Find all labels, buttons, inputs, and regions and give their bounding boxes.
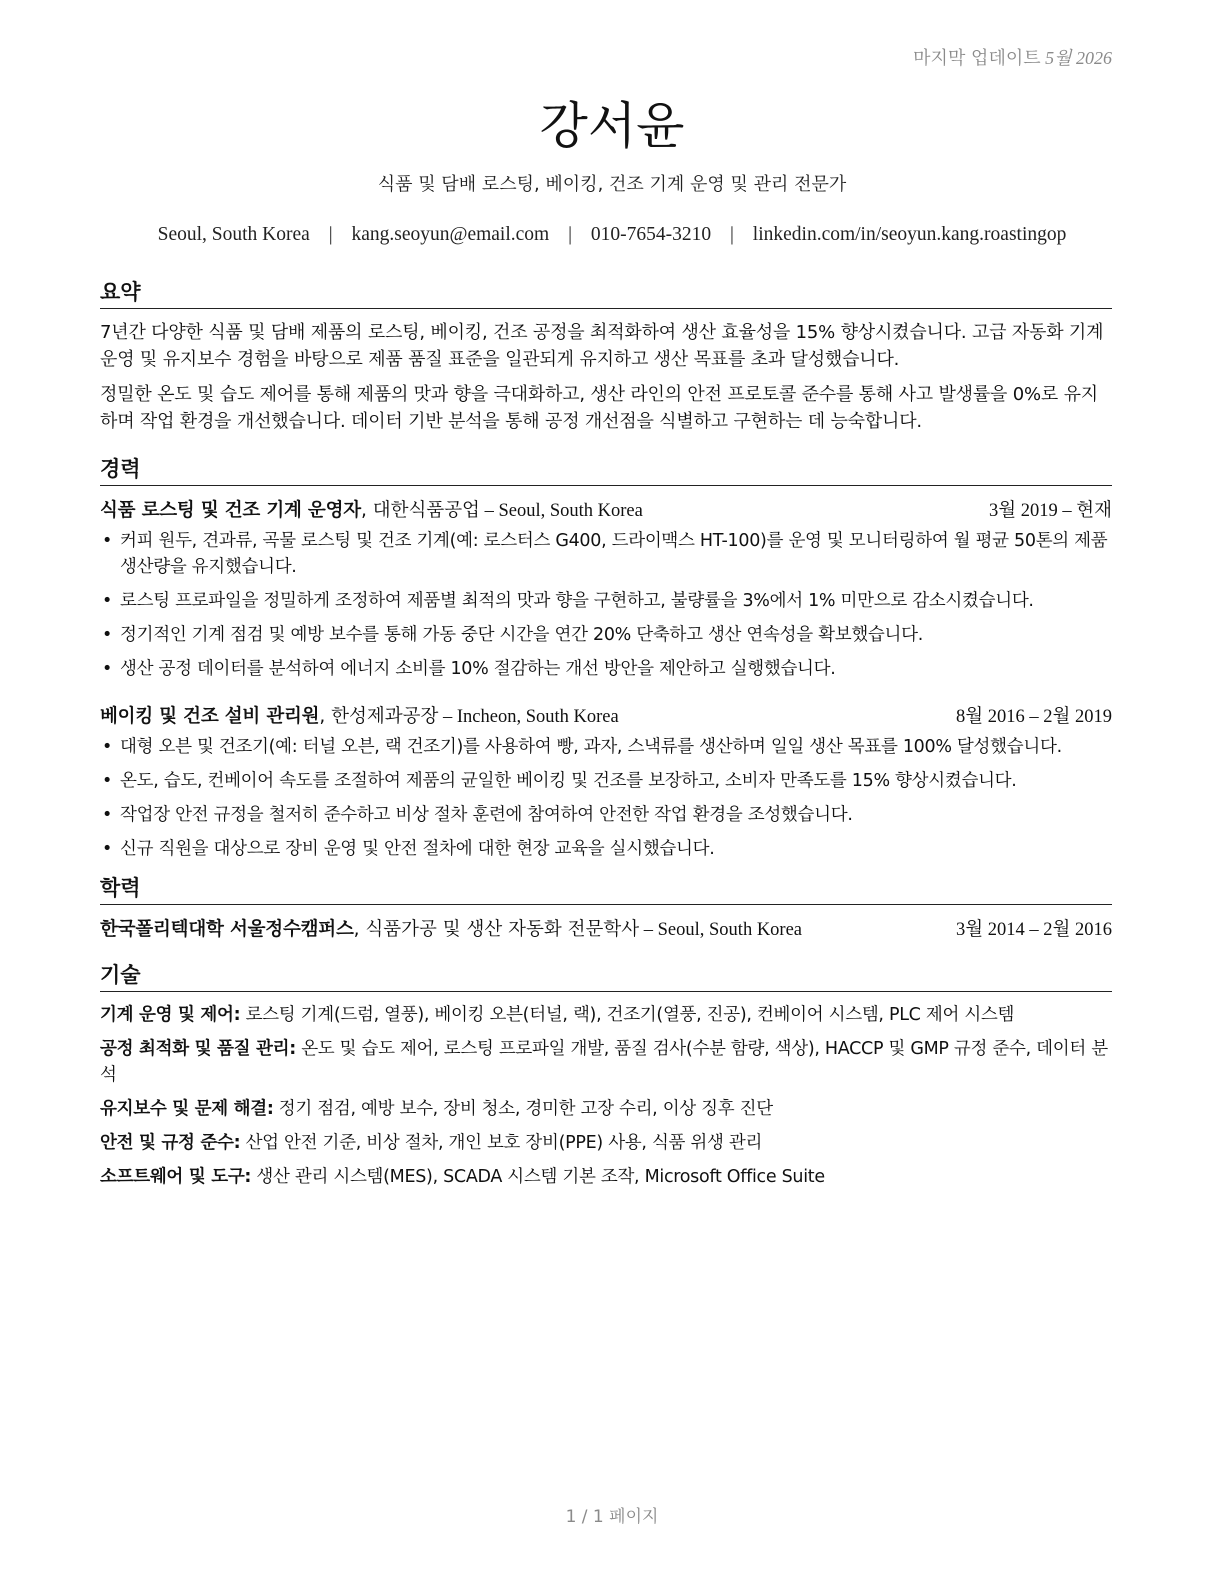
skill-values: 산업 안전 기준, 비상 절차, 개인 보호 장비(PPE) 사용, 식품 위생 관리	[245, 1133, 763, 1153]
contact-separator: |	[328, 224, 333, 245]
contact-email[interactable]: kang.seoyun@email.com	[351, 224, 550, 245]
skill-category: 공정 최적화 및 품질 관리:	[100, 1039, 296, 1059]
skill-category: 소프트웨어 및 도구:	[100, 1167, 252, 1187]
skills-section	[100, 959, 1112, 1190]
skill-row	[100, 1096, 1112, 1122]
contact-separator: |	[568, 224, 572, 245]
skill-category: 기계 운영 및 제어:	[100, 1005, 241, 1025]
job-location: Seoul, South Korea	[498, 501, 643, 521]
contact-separator: |	[730, 224, 734, 245]
job-bullet: • 생산 공정 데이터를 분석하여 에너지 소비를 10% 절감하는 개선 방안을 제안하고 실행했습니다.	[100, 656, 1112, 682]
job-header: 베이킹 및 건조 설비 관리원, 한성제과공장 – Incheon, South Korea 8월 2016 – 2월 2019	[100, 702, 1112, 728]
skill-values: 로스팅 기계(드럼, 열풍), 베이킹 오븐(터널, 랙), 건조기(열풍, 진공), 컨베이어 시스템, PLC 제어 시스템	[245, 1005, 1015, 1025]
education-location: Seoul, South Korea	[657, 920, 803, 940]
job-bullet: • 신규 직원을 대상으로 장비 운영 및 안전 절차에 대한 현장 교육을 실시했습니다.	[100, 836, 1112, 862]
skill-values: 정기 점검, 예방 보수, 장비 청소, 경미한 고장 수리, 이상 징후 진단	[278, 1099, 773, 1119]
last-updated	[913, 44, 1112, 70]
resume-content	[100, 276, 1112, 1198]
job-bullet: • 커피 원두, 견과류, 곡물 로스팅 및 건조 기계(예: 로스터스 G400, 드라이맥스 HT-100)를 운영 및 모니터링하여 월 평균 50톤의 제품 생산량을 유지했습니다.	[100, 528, 1112, 580]
education-heading: 학력	[100, 872, 1112, 905]
job-bullet: • 대형 오븐 및 건조기(예: 터널 오븐, 랙 건조기)를 사용하여 빵, 과자, 스낵류를 생산하며 일일 생산 목표를 100% 달성했습니다.	[100, 734, 1112, 760]
contact-line	[0, 224, 1224, 246]
skill-row	[100, 1036, 1112, 1088]
education-dates: 3월 2014 – 2월 2016	[956, 920, 1112, 940]
skill-category: 유지보수 및 문제 해결:	[100, 1099, 274, 1119]
contact-linkedin[interactable]: linkedin.com/in/seoyun.kang.roastingop	[752, 224, 1067, 245]
skill-category: 안전 및 규정 준수:	[100, 1133, 241, 1153]
skill-row	[100, 1002, 1112, 1028]
job-bullet: • 작업장 안전 규정을 철저히 준수하고 비상 절차 훈련에 참여하여 안전한 작업 환경을 조성했습니다.	[100, 802, 1112, 828]
education-section	[100, 872, 1112, 941]
experience-section	[100, 453, 1112, 862]
page-number: 1 / 1 페이지	[565, 1507, 659, 1527]
job-dates: 8월 2016 – 2월 2019	[956, 707, 1112, 727]
job-entry	[100, 496, 1112, 682]
summary-paragraph: 정밀한 온도 및 습도 제어를 통해 제품의 맛과 향을 극대화하고, 생산 라인의 안전 프로토콜 준수를 통해 사고 발생률을 0%로 유지하며 작업 환경을 개선했습니다. 데이터 기반 분석을 통해 공정 개선점을 식별하고 구현하는 데 능숙합니다.	[100, 384, 1098, 432]
job-bullets	[100, 734, 1112, 862]
job-role: 베이킹 및 건조 설비 관리원	[100, 706, 320, 727]
skills-heading: 기술	[100, 959, 1112, 992]
education-entry: 한국폴리텍대학 서울정수캠퍼스, 식품가공 및 생산 자동화 전문학사 – Seoul, South Korea 3월 2014 – 2월 2016	[100, 915, 1112, 941]
contact-location: Seoul, South Korea	[157, 224, 310, 245]
skill-values: 생산 관리 시스템(MES), SCADA 시스템 기본 조작, Microsoft Office Suite	[256, 1167, 825, 1187]
skill-row	[100, 1164, 1112, 1190]
job-header: 식품 로스팅 및 건조 기계 운영자, 대한식품공업 – Seoul, South Korea 3월 2019 – 현재	[100, 496, 1112, 522]
last-updated-date: 5월 2026	[1045, 48, 1112, 68]
summary-paragraph: 7년간 다양한 식품 및 담배 제품의 로스팅, 베이킹, 건조 공정을 최적화하여 생산 효율성을 15% 향상시켰습니다. 고급 자동화 기계 운영 및 유지보수 경험을 바탕으로 제품 품질 표준을 일관되게 유지하고 생산 목표를 초과 달성했습니다.	[100, 322, 1104, 370]
last-updated-label: 마지막 업데이트	[913, 48, 1041, 69]
education-degree: 식품가공 및 생산 자동화 전문학사	[365, 919, 640, 940]
skill-values: 온도 및 습도 제어, 로스팅 프로파일 개발, 품질 검사(수분 함량, 색상), HACCP 및 GMP 규정 준수, 데이터 분석	[100, 1039, 1108, 1085]
job-bullets	[100, 528, 1112, 682]
candidate-headline: 식품 및 담배 로스팅, 베이킹, 건조 기계 운영 및 관리 전문가	[377, 174, 847, 195]
summary-section	[100, 276, 1112, 435]
job-bullet: • 온도, 습도, 컨베이어 속도를 조절하여 제품의 균일한 베이킹 및 건조를 보장하고, 소비자 만족도를 15% 향상시켰습니다.	[100, 768, 1112, 794]
job-company: 한성제과공장	[331, 706, 439, 727]
skill-row	[100, 1130, 1112, 1156]
candidate-name: 강서윤	[539, 97, 685, 155]
experience-heading: 경력	[100, 453, 1112, 486]
job-location: Incheon, South Korea	[456, 707, 619, 727]
job-bullet: • 정기적인 기계 점검 및 예방 보수를 통해 가동 중단 시간을 연간 20% 단축하고 생산 연속성을 확보했습니다.	[100, 622, 1112, 648]
job-dates: 3월 2019 – 현재	[989, 501, 1112, 521]
summary-heading: 요약	[100, 276, 1112, 309]
job-entry	[100, 702, 1112, 862]
contact-phone: 010-7654-3210	[590, 224, 712, 245]
job-role: 식품 로스팅 및 건조 기계 운영자	[100, 500, 361, 521]
job-bullet: • 로스팅 프로파일을 정밀하게 조정하여 제품별 최적의 맛과 향을 구현하고, 불량률을 3%에서 1% 미만으로 감소시켰습니다.	[100, 588, 1112, 614]
education-school: 한국폴리텍대학 서울정수캠퍼스	[100, 919, 354, 940]
job-company: 대한식품공업	[372, 500, 480, 521]
